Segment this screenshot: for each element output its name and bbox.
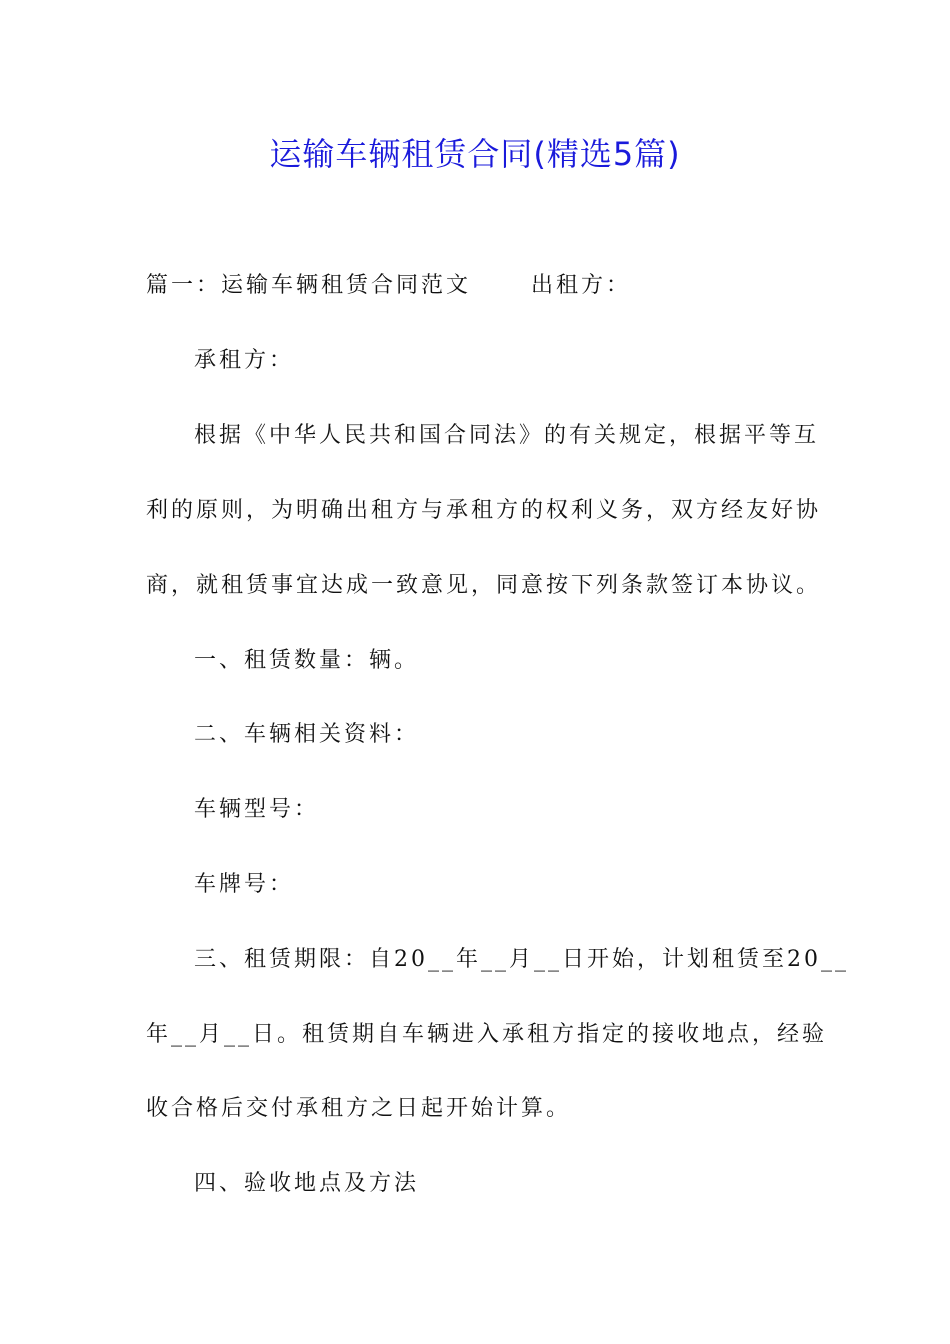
paragraph-line-10: 三、租赁期限：自20__年__月__日开始，计划租赁至20__ <box>194 947 849 972</box>
paragraph-line-3: 根据《中华人民共和国合同法》的有关规定，根据平等互 <box>194 423 820 448</box>
paragraph-line-12: 收合格后交付承租方之日起开始计算。 <box>146 1096 572 1121</box>
paragraph-line-1: 篇一：运输车辆租赁合同范文 出租方： <box>146 273 631 298</box>
paragraph-line-7: 二、车辆相关资料： <box>194 722 420 747</box>
paragraph-line-6: 一、租赁数量：辆。 <box>194 648 420 673</box>
paragraph-line-11: 年__月__日。租赁期自车辆进入承租方指定的接收地点，经验 <box>146 1022 828 1047</box>
paragraph-line-9: 车牌号： <box>194 872 295 897</box>
paragraph-line-5: 商，就租赁事宜达成一致意见，同意按下列条款签订本协议。 <box>146 573 822 598</box>
paragraph-line-4: 利的原则，为明确出租方与承租方的权利义务，双方经友好协 <box>146 498 822 523</box>
paragraph-line-13: 四、验收地点及方法 <box>194 1171 420 1196</box>
paragraph-line-2: 承租方： <box>194 348 295 373</box>
document-title: 运输车辆租赁合同(精选5篇) <box>269 135 681 173</box>
paragraph-line-8: 车辆型号： <box>194 797 320 822</box>
